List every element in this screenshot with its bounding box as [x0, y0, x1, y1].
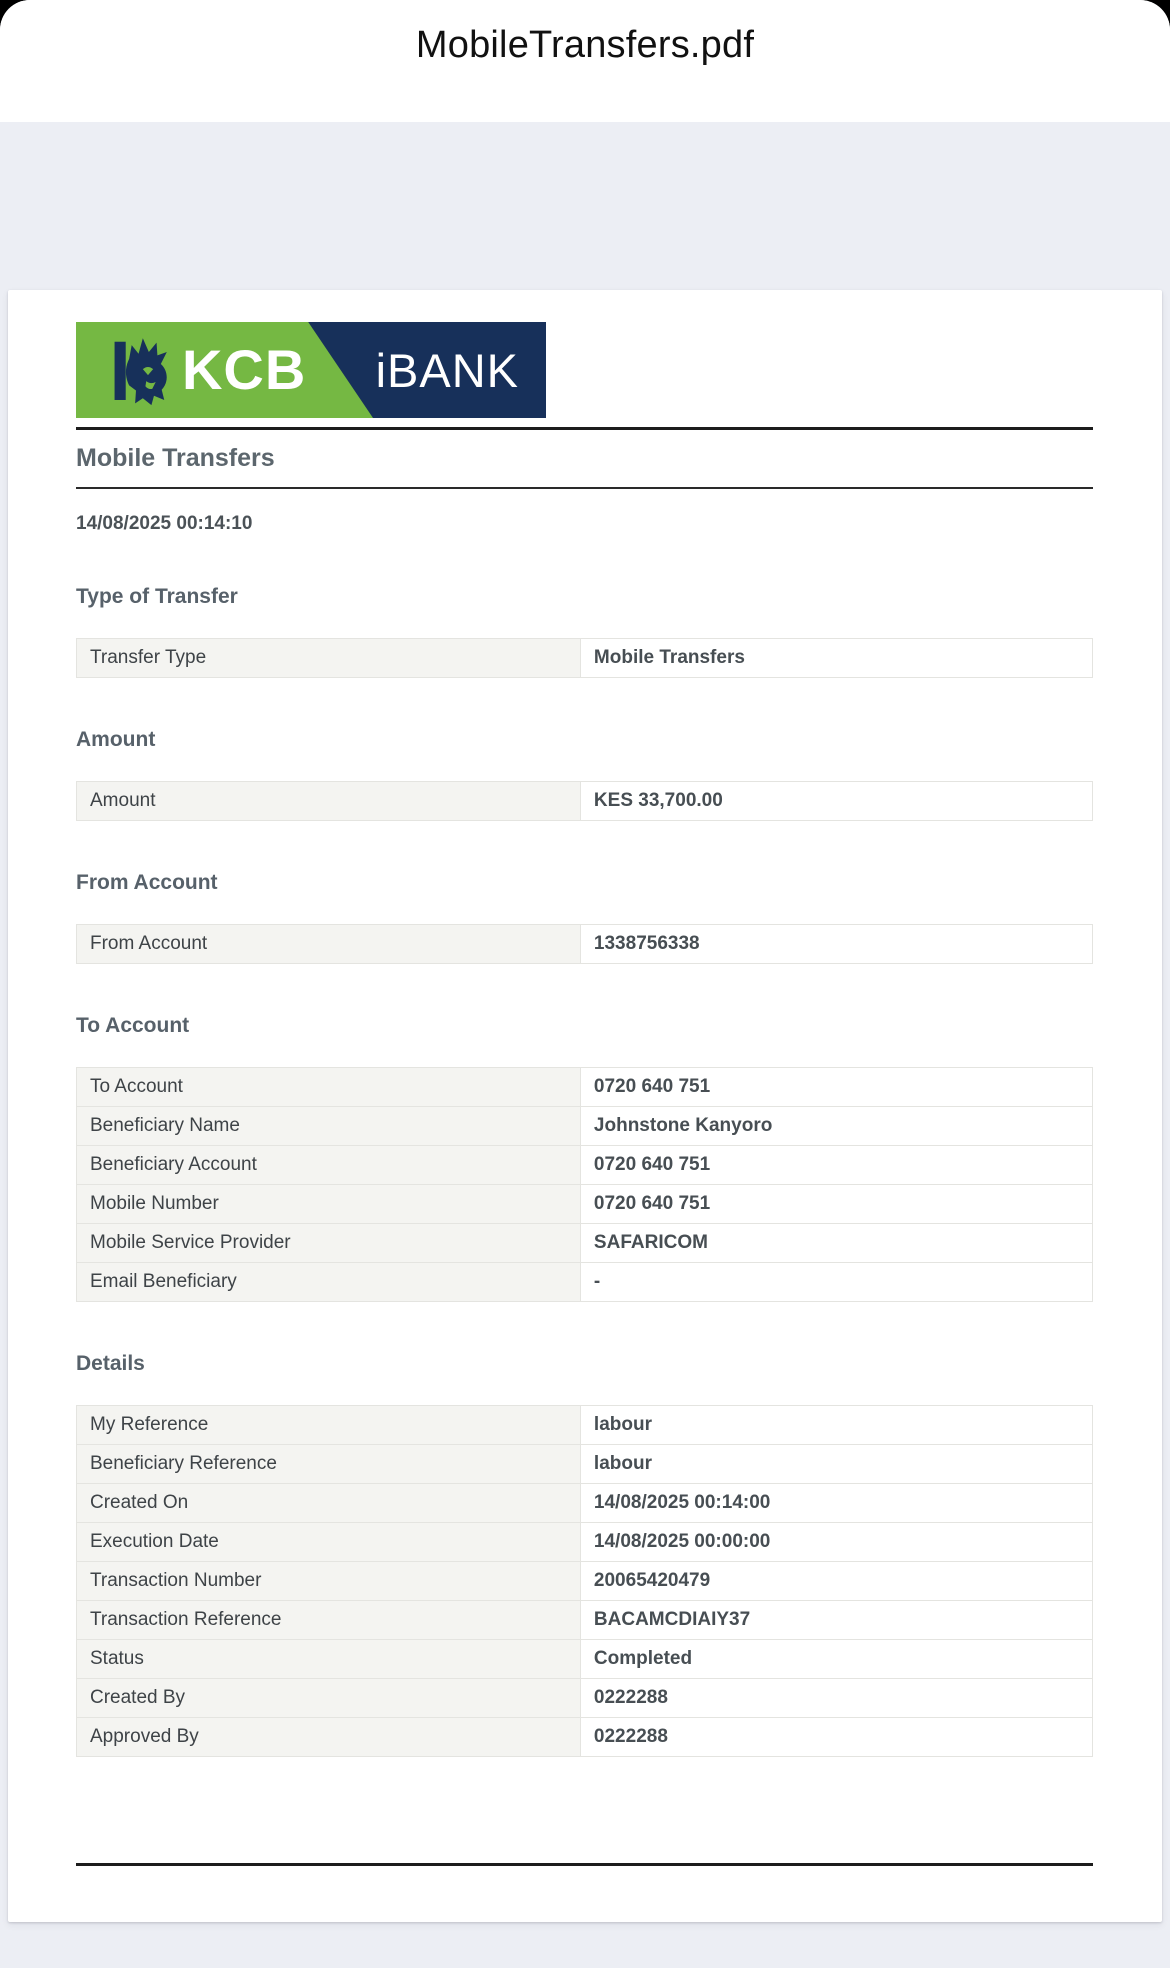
row-label: Mobile Service Provider — [77, 1224, 581, 1263]
table-row — [77, 1068, 1093, 1107]
table-row — [77, 1640, 1093, 1679]
row-value: 1338756338 — [580, 925, 1092, 964]
table-row — [77, 1562, 1093, 1601]
row-value: labour — [580, 1445, 1092, 1484]
sections-container — [76, 585, 1093, 1757]
row-label: Beneficiary Reference — [77, 1445, 581, 1484]
row-label: Email Beneficiary — [77, 1263, 581, 1302]
row-value: 0222288 — [580, 1718, 1092, 1757]
section-heading: From Account — [76, 871, 218, 894]
table-row — [77, 1679, 1093, 1718]
pdf-page — [8, 290, 1162, 1922]
document-timestamp: 14/08/2025 00:14:10 — [76, 513, 253, 534]
table-row — [77, 925, 1093, 964]
key-value-table — [76, 638, 1093, 678]
document-section — [76, 728, 1093, 821]
row-label: Transfer Type — [77, 639, 581, 678]
row-value: KES 33,700.00 — [580, 782, 1092, 821]
row-label: Approved By — [77, 1718, 581, 1757]
table-row — [77, 1406, 1093, 1445]
section-heading: Details — [76, 1352, 145, 1375]
table-row — [77, 1146, 1093, 1185]
table-row — [77, 1263, 1093, 1302]
row-label: To Account — [77, 1068, 581, 1107]
row-label: From Account — [77, 925, 581, 964]
row-value: BACAMCDIAIY37 — [580, 1601, 1092, 1640]
row-value: SAFARICOM — [580, 1224, 1092, 1263]
document-title: Mobile Transfers — [76, 444, 275, 472]
table-row — [77, 1718, 1093, 1757]
row-label: Mobile Number — [77, 1185, 581, 1224]
row-value: 0720 640 751 — [580, 1185, 1092, 1224]
key-value-table — [76, 1067, 1093, 1302]
row-value: Johnstone Kanyoro — [580, 1107, 1092, 1146]
kcb-lion-icon — [112, 331, 172, 409]
document-section — [76, 1014, 1093, 1302]
table-row — [77, 1107, 1093, 1146]
row-label: Amount — [77, 782, 581, 821]
row-value: 0720 640 751 — [580, 1068, 1092, 1107]
document-section — [76, 871, 1093, 964]
row-label: Beneficiary Account — [77, 1146, 581, 1185]
pdf-viewer-titlebar — [0, 0, 1170, 122]
document-section — [76, 585, 1093, 678]
kcb-ibank-logo — [76, 322, 546, 418]
pdf-filename: MobileTransfers.pdf — [415, 24, 755, 66]
bottom-divider — [76, 1863, 1093, 1866]
table-row — [77, 1185, 1093, 1224]
logo-green-panel — [76, 322, 306, 418]
row-label: Transaction Number — [77, 1562, 581, 1601]
row-value: 20065420479 — [580, 1562, 1092, 1601]
logo-ibank-text: iBANK — [375, 343, 520, 397]
row-value: 14/08/2025 00:14:00 — [580, 1484, 1092, 1523]
row-label: Execution Date — [77, 1523, 581, 1562]
table-row — [77, 1445, 1093, 1484]
row-label: Created On — [77, 1484, 581, 1523]
table-row — [77, 1523, 1093, 1562]
row-value: Mobile Transfers — [580, 639, 1092, 678]
table-row — [77, 639, 1093, 678]
key-value-table — [76, 924, 1093, 964]
row-label: Status — [77, 1640, 581, 1679]
key-value-table — [76, 781, 1093, 821]
row-label: My Reference — [77, 1406, 581, 1445]
row-value: - — [580, 1263, 1092, 1302]
section-heading: Amount — [76, 728, 156, 751]
pdf-scroll-viewport[interactable] — [0, 122, 1170, 1968]
logo-kcb-text: KCB — [181, 338, 307, 401]
row-value: 0720 640 751 — [580, 1146, 1092, 1185]
table-row — [77, 1484, 1093, 1523]
row-label: Created By — [77, 1679, 581, 1718]
row-value: 0222288 — [580, 1679, 1092, 1718]
key-value-table — [76, 1405, 1093, 1757]
row-label: Transaction Reference — [77, 1601, 581, 1640]
top-divider — [76, 427, 1093, 430]
row-value: labour — [580, 1406, 1092, 1445]
section-heading: To Account — [76, 1014, 190, 1037]
row-value: Completed — [580, 1640, 1092, 1679]
table-row — [77, 1601, 1093, 1640]
row-label: Beneficiary Name — [77, 1107, 581, 1146]
table-row — [77, 782, 1093, 821]
row-value: 14/08/2025 00:00:00 — [580, 1523, 1092, 1562]
section-heading: Type of Transfer — [76, 585, 238, 608]
title-divider — [76, 487, 1093, 489]
document-section — [76, 1352, 1093, 1757]
table-row — [77, 1224, 1093, 1263]
